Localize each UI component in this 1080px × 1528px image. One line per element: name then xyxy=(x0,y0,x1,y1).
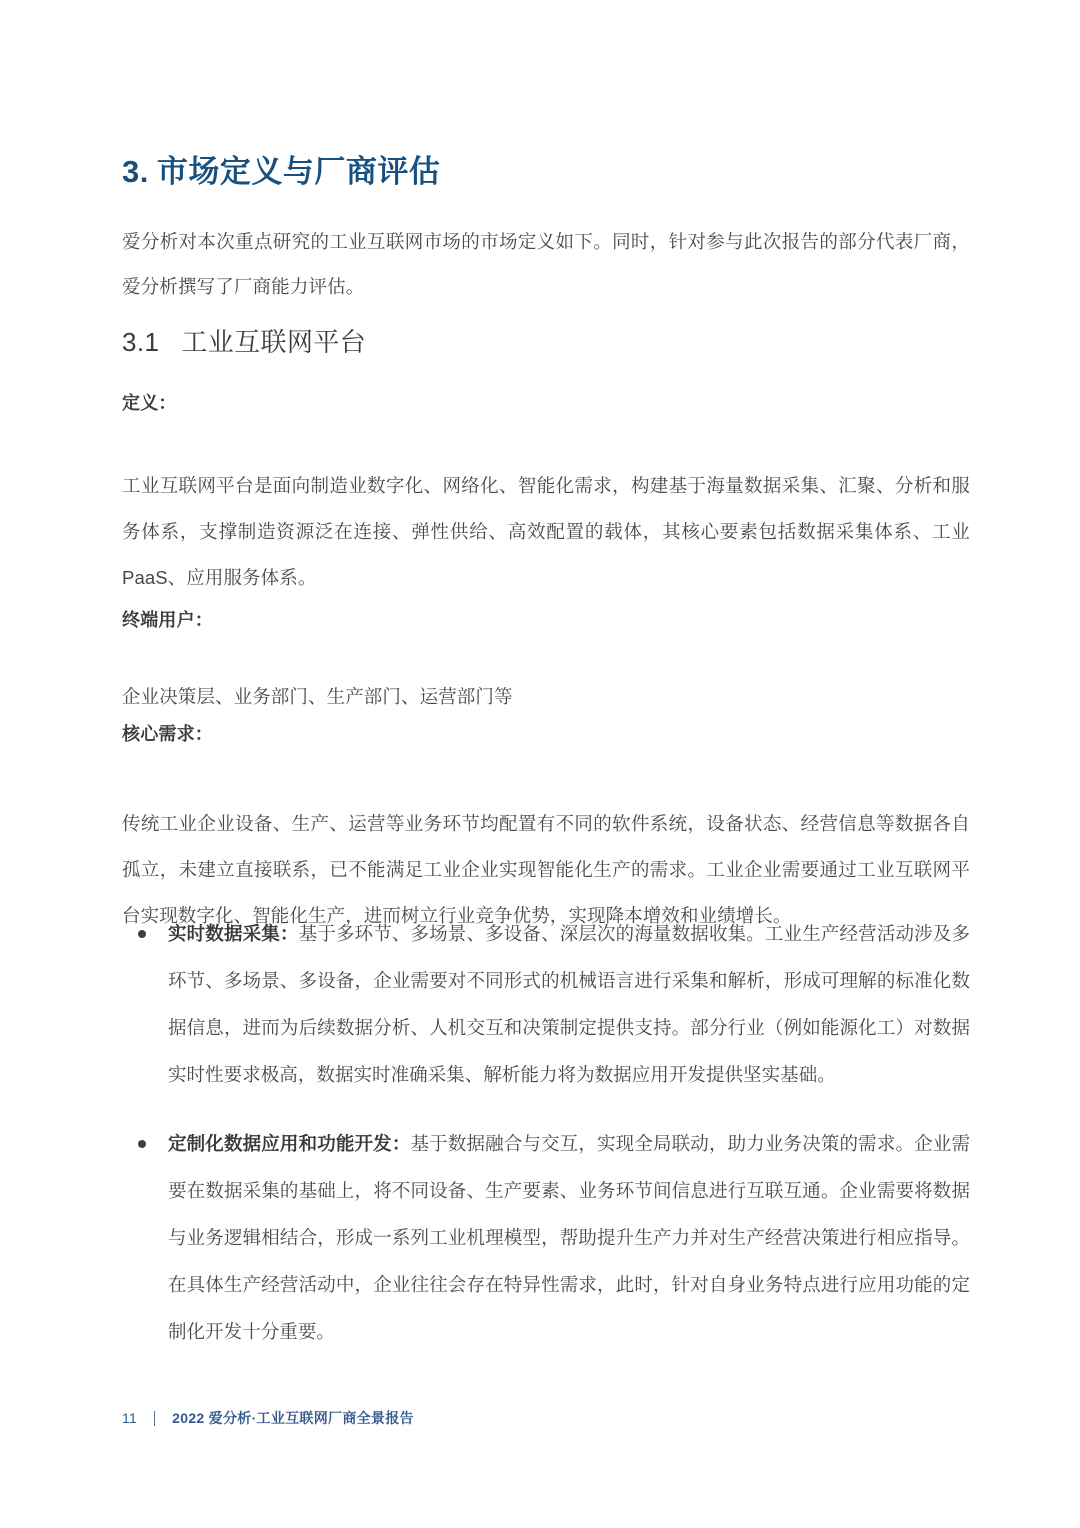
list-item-text: 基于多环节、多场景、多设备、深层次的海量数据收集。工业生产经营活动涉及多环节、多场景、多设备，企业需要对不同形式的机械语言进行采集和解析，形成可理解的标准化数据信息，进而为后续数据分析、人机交互和决策制定提供支持。部分行业（例如能源化工）对数据实时性要求极高，数据实时准确采集、解析能力将为数据应用开发提供坚实基础。 xyxy=(168,923,970,1085)
footer-report-title: 2022 爱分析·工业互联网厂商全景报告 xyxy=(172,1410,414,1426)
bullet-dot-icon xyxy=(138,930,146,938)
end-users-label: 终端用户： xyxy=(122,610,213,630)
footer-page-number: 11 xyxy=(122,1410,138,1426)
section-number: 3. xyxy=(122,153,149,189)
core-needs-paragraph: 传统工业企业设备、生产、运营等业务环节均配置有不同的软件系统，设备状态、经营信息等数据各自孤立，未建立直接联系，已不能满足工业企业实现智能化生产的需求。工业企业需要通过工业互联网平台实现数字化、智能化生产，进而树立行业竞争优势，实现降本增效和业绩增长。 xyxy=(122,812,970,926)
subsection-heading xyxy=(122,322,962,359)
core-needs-label: 核心需求： xyxy=(122,724,213,744)
end-users-paragraph: 企业决策层、业务部门、生产部门、运营部门等 xyxy=(122,685,513,707)
list-item xyxy=(122,910,970,1098)
definition-label: 定义： xyxy=(122,393,177,413)
list-item xyxy=(122,1120,970,1355)
subsection-number: 3.1 xyxy=(122,326,160,357)
definition-paragraph: 工业互联网平台是面向制造业数字化、网络化、智能化需求，构建基于海量数据采集、汇聚、分析和服务体系，支撑制造资源泛在连接、弹性供给、高效配置的载体，其核心要素包括数据采集体系、工业 PaaS、应用服务体系。 xyxy=(122,474,970,588)
bullet-dot-icon xyxy=(138,1140,146,1148)
core-needs-bullet-list xyxy=(122,910,970,1355)
list-item-lead: 定制化数据应用和功能开发： xyxy=(168,1133,411,1154)
section-intro-paragraph: 爱分析对本次重点研究的工业互联网市场的市场定义如下。同时，针对参与此次报告的部分代表厂商，爱分析撰写了厂商能力评估。 xyxy=(122,230,970,297)
page-title xyxy=(122,153,962,192)
subsection-title: 工业互联网平台 xyxy=(181,326,367,357)
list-item-text: 基于数据融合与交互，实现全局联动，助力业务决策的需求。企业需要在数据采集的基础上，将不同设备、生产要素、业务环节间信息进行互联互通。企业需要将数据与业务逻辑相结合，形成一系列工业机理模型，帮助提升生产力并对生产经营决策进行相应指导。在具体生产经营活动中，企业往往会存在特异性需求，此时，针对自身业务特点进行应用功能的定制化开发十分重要。 xyxy=(168,1133,970,1342)
footer-divider xyxy=(154,1411,155,1426)
list-item-lead: 实时数据采集： xyxy=(168,923,299,944)
section-title: 市场定义与厂商评估 xyxy=(156,153,441,189)
page-footer xyxy=(122,1408,414,1428)
